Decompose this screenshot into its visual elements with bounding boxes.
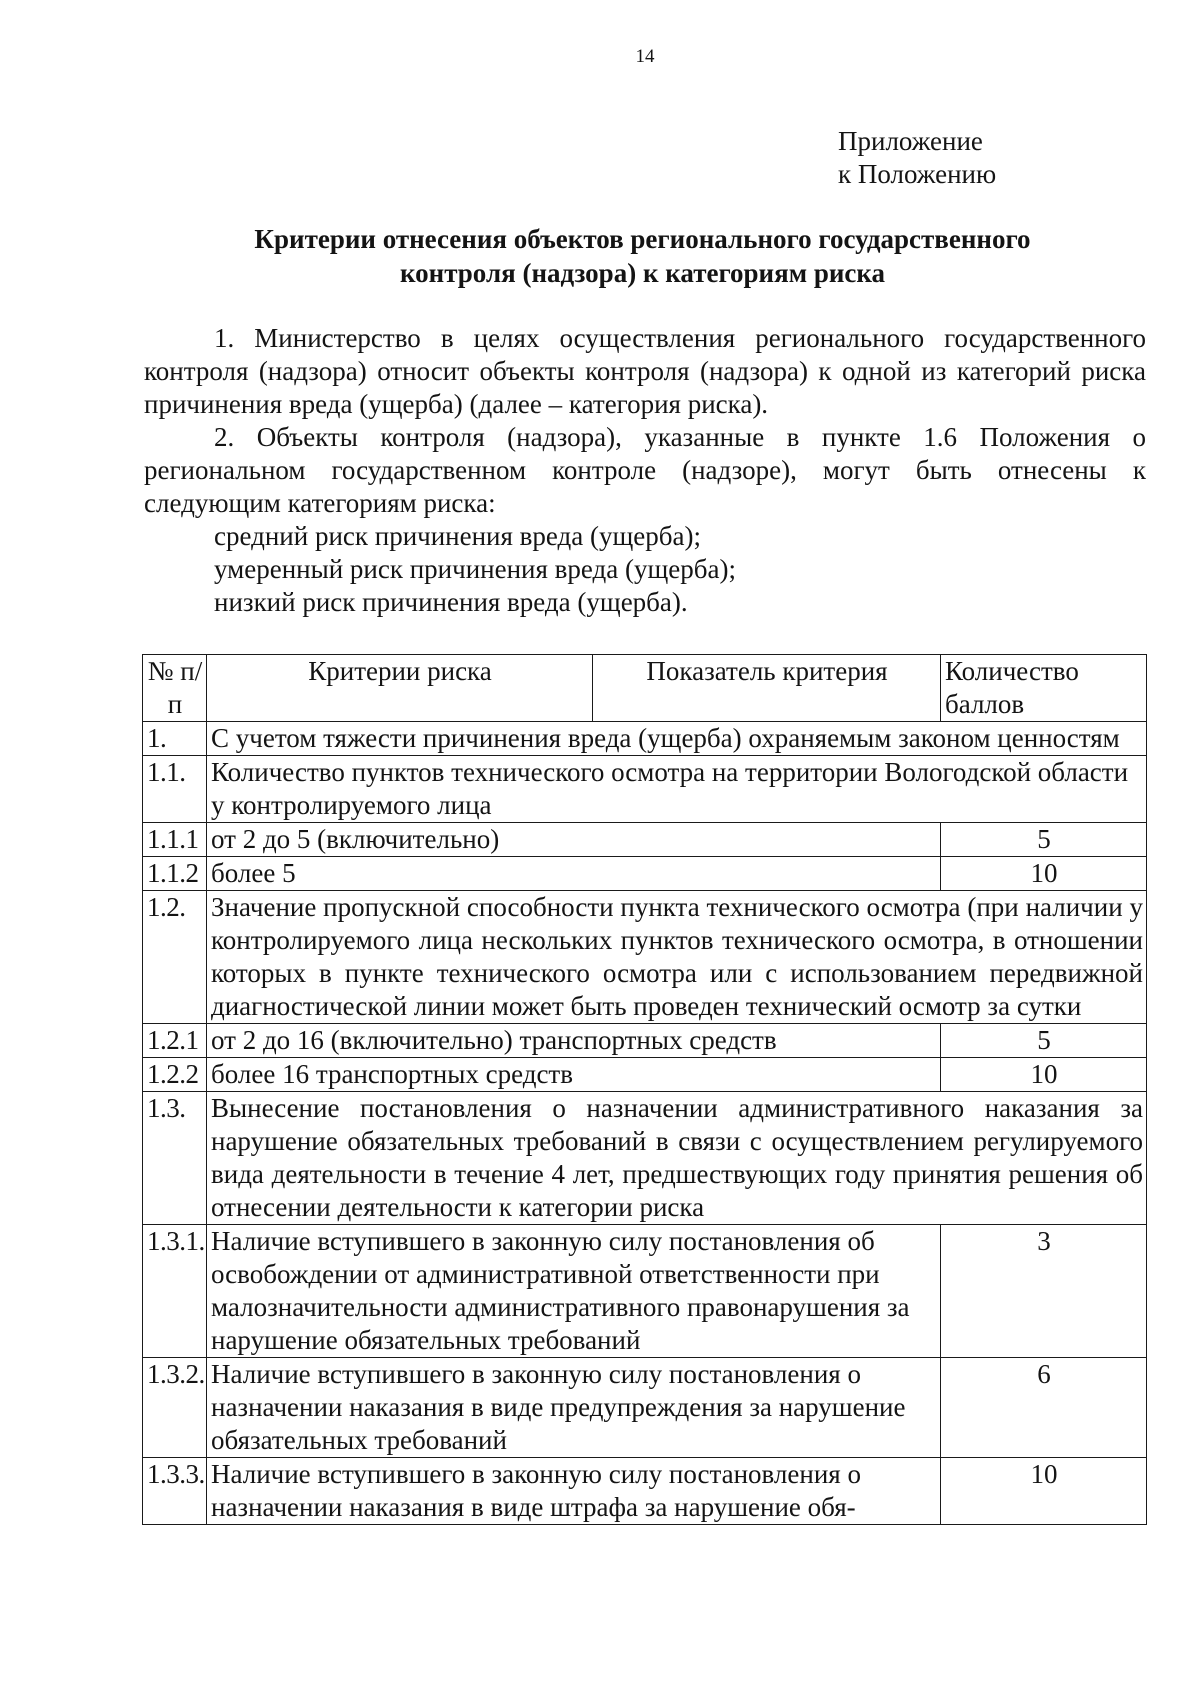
- row-text: более 16 транспортных средств: [207, 1058, 941, 1092]
- page-number: 14: [635, 46, 655, 67]
- row-text: Количество пунктов технического осмотра на территории Вологодской области у контролируемого лица: [207, 756, 1147, 823]
- row-score: 10: [941, 1058, 1147, 1092]
- table-row: [143, 891, 1147, 1024]
- row-number: 1.1.: [143, 756, 207, 823]
- row-number: 1.2.: [143, 891, 207, 1024]
- risk-list-item: низкий риск причинения вреда (ущерба).: [214, 587, 688, 617]
- risk-list-item: средний риск причинения вреда (ущерба);: [214, 521, 702, 551]
- table-row: [143, 756, 1147, 823]
- document-title-line-2: контроля (надзора) к категориям риска: [399, 258, 886, 288]
- table-row: [143, 722, 1147, 756]
- row-text: от 2 до 5 (включительно): [207, 823, 941, 857]
- appendix-note: [838, 125, 996, 191]
- paragraph-1: 1. Министерство в целях осуществления регионального государственного контроля (надзора) относит объекты контроля (надзора) к одной из категорий риска причинения вреда (ущерба) (далее – категория риска).: [144, 323, 1146, 419]
- row-text: более 5: [207, 857, 941, 891]
- header-criteria: Критерии риска: [207, 655, 593, 722]
- row-text: Вынесение постановления о назначении административного наказания за нарушение обязательных требований в связи с осуществлением регулируемого вида деятельности в течение 4 лет, предшествующих году принятия решения об отнесении деятельности к категории риска: [207, 1092, 1147, 1225]
- row-number: 1.3.1.: [143, 1225, 207, 1358]
- row-score: 10: [941, 1458, 1147, 1525]
- document-title: [140, 222, 1145, 290]
- table-row: [143, 1058, 1147, 1092]
- table-row: [143, 1358, 1147, 1458]
- row-number: 1.2.1: [143, 1024, 207, 1058]
- row-score: 5: [941, 823, 1147, 857]
- row-number: 1.3.2.: [143, 1358, 207, 1458]
- row-number: 1.1.2: [143, 857, 207, 891]
- row-score: 10: [941, 857, 1147, 891]
- row-number: 1.3.: [143, 1092, 207, 1225]
- body-text: [144, 322, 1146, 619]
- table-row: [143, 1225, 1147, 1358]
- risk-list-item: умеренный риск причинения вреда (ущерба);: [214, 554, 736, 584]
- row-number: 1.2.2: [143, 1058, 207, 1092]
- row-number: 1.3.3.: [143, 1458, 207, 1525]
- row-text: Наличие вступившего в законную силу постановления о назначении наказания в виде штрафа за нарушение обя-: [207, 1458, 941, 1525]
- row-text: Наличие вступившего в законную силу постановления о назначении наказания в виде предупреждения за нарушение обязательных требований: [207, 1358, 941, 1458]
- table-row: [143, 857, 1147, 891]
- row-text: от 2 до 16 (включительно) транспортных средств: [207, 1024, 941, 1058]
- header-score: Количество баллов: [941, 655, 1147, 722]
- row-score: 5: [941, 1024, 1147, 1058]
- appendix-line-1: Приложение: [838, 126, 983, 156]
- row-text: Наличие вступившего в законную силу постановления об освобождении от административной ответственности при малозначительности административного правонарушения за нарушение обязательных требований: [207, 1225, 941, 1358]
- risk-criteria-table: [142, 654, 1147, 1525]
- row-score: 6: [941, 1358, 1147, 1458]
- row-text: С учетом тяжести причинения вреда (ущерба) охраняемым законом ценностям: [207, 722, 1147, 756]
- table-row: [143, 1458, 1147, 1525]
- appendix-line-2: к Положению: [838, 159, 997, 189]
- table-row: [143, 1024, 1147, 1058]
- row-number: 1.1.1: [143, 823, 207, 857]
- document-title-line-1: Критерии отнесения объектов регионального государственного: [254, 224, 1031, 254]
- paragraph-2: 2. Объекты контроля (надзора), указанные в пункте 1.6 Положения о региональном государственном контроле (надзоре), могут быть отнесены к следующим категориям риска:: [144, 422, 1146, 518]
- header-number: № п/п: [143, 655, 207, 722]
- row-score: 3: [941, 1225, 1147, 1358]
- header-indicator: Показатель критерия: [593, 655, 941, 722]
- row-number: 1.: [143, 722, 207, 756]
- table-row: [143, 823, 1147, 857]
- row-text: Значение пропускной способности пункта технического осмотра (при наличии у контролируемого лица нескольких пунктов технического осмотра, в отношении которых в пункте технического осмотра или с использованием передвижной диагностической линии может быть проведен технический осмотр за сутки: [207, 891, 1147, 1024]
- table-row: [143, 1092, 1147, 1225]
- table-header-row: [143, 655, 1147, 722]
